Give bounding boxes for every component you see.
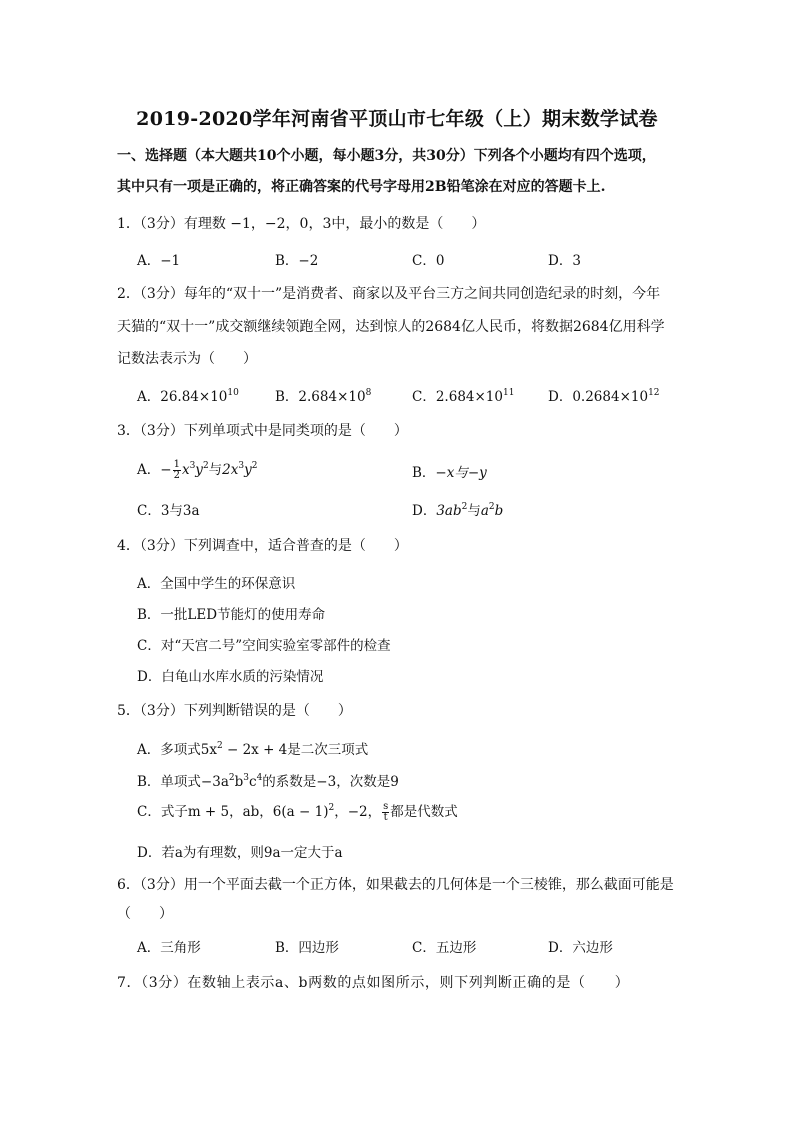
q2-option-b: B．$2.684\times 10^8$ <box>275 388 372 405</box>
question-1-stem: 1．（3分）有理数 −1，−2，0，3中，最小的数是（ ） <box>117 216 486 232</box>
q3-option-b: B．−x与−y <box>412 465 487 481</box>
q1-option-c: C．0 <box>412 253 445 269</box>
q5-option-b: B．单项式$-3a^2b^3c^4$的系数是−3，次数是9 <box>137 773 399 790</box>
fraction-s-over-t: $\frac{s}{t}$ <box>383 801 389 823</box>
q3-option-a: A．− $\frac{1}{2}$ $x^3y^2$与$2x^3y^2$ <box>137 459 258 481</box>
question-7-stem: 7．（3分）在数轴上表示a、b两数的点如图所示，则下列判断正确的是（ ） <box>117 975 630 991</box>
page-title: 2019-2020学年河南省平顶山市七年级（上）期末数学试卷 <box>136 108 658 130</box>
q4-option-b: B．一批LED节能灯的使用寿命 <box>137 607 326 623</box>
question-5-stem: 5．（3分）下列判断错误的是（ ） <box>117 703 352 719</box>
question-6-stem-line2: （ ） <box>117 906 173 922</box>
q2-option-c: C．$2.684\times 10^{11}$ <box>412 388 515 405</box>
section-instructions-line2: 其中只有一项是正确的，将正确答案的代号字母用2B铅笔涂在对应的答题卡上. <box>117 179 606 195</box>
q3-option-d: D．$3ab^2$与$a^2b$ <box>412 502 504 519</box>
q6-option-b: B．四边形 <box>275 940 339 956</box>
q6-option-c: C．五边形 <box>412 940 477 956</box>
q5-option-a: A．多项式$5x^2 - 2x + 4$是二次三项式 <box>137 741 369 758</box>
q4-option-d: D．白龟山水库水质的污染情况 <box>137 669 324 685</box>
question-2-stem-line1: 2．（3分）每年的“双十一”是消费者、商家以及平台三方之间共同创造纪录的时刻，今年 <box>117 286 661 302</box>
q1-option-d: D．3 <box>548 253 581 269</box>
q2-option-d: D．$0.2684\times 10^{12}$ <box>548 388 660 405</box>
q1-option-b: B．−2 <box>275 253 319 269</box>
question-4-stem: 4．（3分）下列调查中，适合普查的是（ ） <box>117 538 408 554</box>
section-instructions-line1: 一、选择题（本大题共10个小题，每小题3分，共30分）下列各个小题均有四个选项， <box>117 148 656 164</box>
question-2-stem-line2: 天猫的“双十一”成交额继续领跑全网，达到惊人的2684亿人民币，将数据2684亿用科学 <box>117 319 665 335</box>
q5-option-d: D．若a为有理数，则9a一定大于a <box>137 845 343 861</box>
q2-option-a: A．$26.84\times 10^{10}$ <box>137 388 239 405</box>
fraction-one-half: $\frac{1}{2}$ <box>173 459 180 481</box>
q5-option-c: C．式子m + 5，ab，$6(a - 1)^2$，−2， $\frac{s}{t}$ 都是代数式 <box>137 801 458 823</box>
q6-option-a: A．三角形 <box>137 940 201 956</box>
q4-option-a: A．全国中学生的环保意识 <box>137 576 296 592</box>
question-2-stem-line3: 记数法表示为（ ） <box>117 351 257 367</box>
q3-option-c: C．3与3a <box>137 503 200 519</box>
question-3-stem: 3．（3分）下列单项式中是同类项的是（ ） <box>117 423 408 439</box>
q6-option-d: D．六边形 <box>548 940 613 956</box>
q1-option-a: A．−1 <box>137 253 181 269</box>
q4-option-c: C．对“天宫二号”空间实验室零部件的检查 <box>137 638 391 654</box>
question-6-stem-line1: 6．（3分）用一个平面去截一个正方体，如果截去的几何体是一个三棱锥，那么截面可能是 <box>117 877 674 893</box>
